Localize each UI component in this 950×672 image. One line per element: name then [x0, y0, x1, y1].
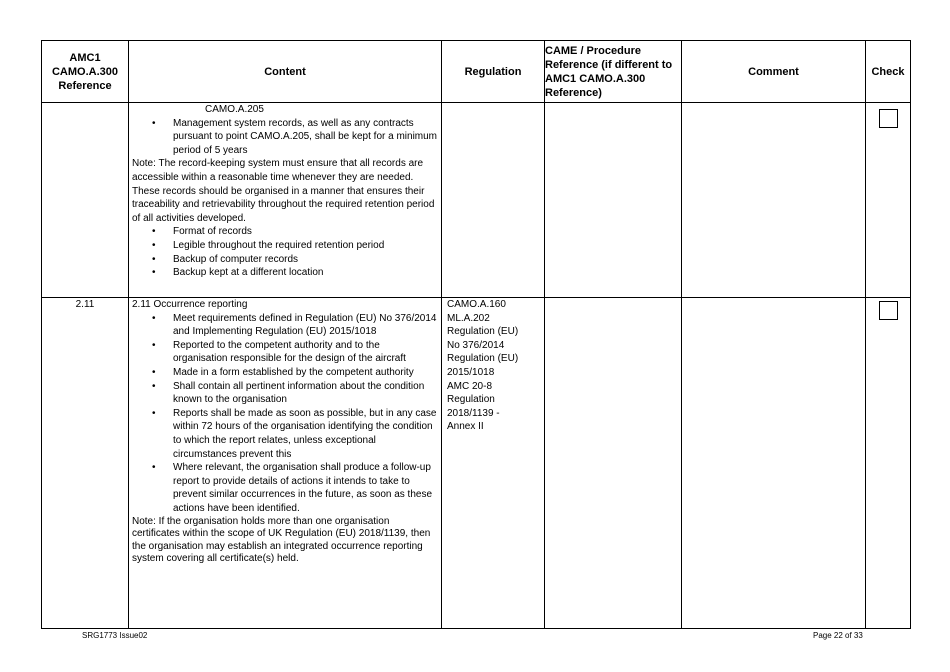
regulation-line: Annex II [447, 421, 484, 433]
footer-document-id: SRG1773 Issue02 [82, 631, 148, 640]
list-item: • Made in a form established by the competent authority [132, 366, 437, 380]
comment-cell[interactable] [682, 103, 866, 298]
regulation-line: 2018/1139 - [447, 407, 500, 419]
list-item: • Legible throughout the required retention period [132, 239, 437, 253]
content-cell [129, 103, 442, 298]
list-item: • Shall contain all pertinent information about the condition known to the organisation [132, 380, 437, 407]
bullet-list [132, 312, 437, 516]
check-cell [866, 103, 911, 298]
list-item: • Reported to the competent authority and to the organisation responsible for the design of the aircraft [132, 339, 437, 366]
reference-cell: 2.11 [42, 298, 129, 629]
regulation-line: No 376/2014 [447, 339, 505, 351]
list-item: • Format of records [132, 225, 437, 239]
list-item: • Management system records, as well as any contracts pursuant to point CAMO.A.205, shall be kept for a minimum period of 5 years [132, 117, 437, 158]
table-row [42, 298, 911, 629]
regulation-line: AMC 20-8 [447, 380, 493, 392]
came-reference-cell[interactable] [545, 298, 682, 629]
list-item: • Meet requirements defined in Regulation (EU) No 376/2014 and Implementing Regulation (EU) 2015/1018 [132, 312, 437, 339]
check-checkbox[interactable] [879, 301, 898, 320]
header-reference: AMC1 CAMO.A.300 Reference [42, 41, 129, 103]
reference-cell [42, 103, 129, 298]
bullet-list [132, 225, 437, 279]
content-heading: 2.11 Occurrence reporting [132, 299, 248, 310]
came-reference-cell[interactable] [545, 103, 682, 298]
header-check: Check [866, 41, 911, 103]
regulation-line: 2015/1018 [447, 366, 495, 378]
bullet-list [132, 117, 437, 158]
header-row [42, 41, 911, 103]
list-item: • Where relevant, the organisation shall produce a follow-up report to provide details of actions it intends to take to prevent similar occurrences in the future, as soon as these actions have been identified. [132, 461, 437, 515]
check-cell [866, 298, 911, 629]
integrated-reporting-note: Note: If the organisation holds more than one organisation certificates within the scope of UK Regulation (EU) 2018/1139, then the organisation may establish an integrated occurrence reporting system covering all certificate(s) held. [132, 515, 431, 565]
header-comment: Comment [682, 41, 866, 103]
comment-cell[interactable] [682, 298, 866, 629]
footer-page-number: Page 22 of 33 [813, 631, 863, 640]
regulation-line: Regulation [447, 394, 495, 406]
regulation-line: ML.A.202 [447, 312, 490, 324]
header-content: Content [129, 41, 442, 103]
regulation-cell [442, 298, 545, 629]
list-item: • Reports shall be made as soon as possible, but in any case within 72 hours of the organisation identifying the condition to which the report relates, unless exceptional circumstances prevent this [132, 407, 437, 461]
record-keeping-note: Note: The record-keeping system must ensure that all records are accessible within a reasonable time whenever they are needed. These records should be organised in a manner that ensures their traceability and retrievability throughout the required retention period of all activities developed. [132, 158, 435, 224]
regulation-line: CAMO.A.160 [447, 299, 506, 310]
header-came-reference: CAME / Procedure Reference (if different to AMC1 CAMO.A.300 Reference) [545, 41, 682, 103]
regulation-line: Regulation (EU) [447, 326, 519, 338]
list-item: • Backup kept at a different location [132, 266, 437, 280]
header-regulation: Regulation [442, 41, 545, 103]
checklist-table [41, 40, 911, 629]
content-heading: CAMO.A.205 [205, 104, 264, 115]
content-cell [129, 298, 442, 629]
list-item: • Backup of computer records [132, 253, 437, 267]
regulation-line: Regulation (EU) [447, 353, 519, 365]
table-row [42, 103, 911, 298]
regulation-cell [442, 103, 545, 298]
check-checkbox[interactable] [879, 109, 898, 128]
